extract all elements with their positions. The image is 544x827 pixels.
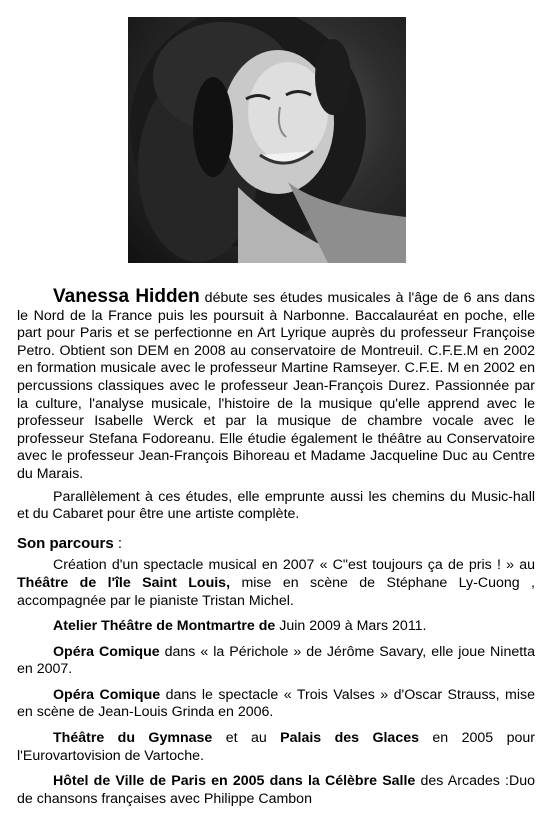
parcours-item-5: Théâtre du Gymnase et au Palais des Glaces en 2005 pour l'Eurovartovision de Vartoche. xyxy=(17,730,535,764)
parcours-item-6: Hôtel de Ville de Paris en 2005 dans la Célèbre Salle des Arcades :Duo de chansons françaises avec Philippe Cambon xyxy=(17,773,535,807)
parcours-item-4: Opéra Comique dans le spectacle « Trois Valses » d'Oscar Strauss, mise en scène de Jean-Louis Grinda en 2006. xyxy=(17,686,535,721)
portrait-photo xyxy=(128,17,406,263)
parcours-item-1: Création d'un spectacle musical en 2007 « C"est toujours ça de pris ! » au Théâtre de l'île Saint Louis, mise en scène de Stéphane Ly-Cuong , accompagnée par le pianiste Tristan Michel. xyxy=(17,557,535,609)
portrait-image xyxy=(128,17,406,263)
parcours-item-3: Opéra Comique dans « la Périchole » de Jérôme Savary, elle joue Ninetta en 2007. xyxy=(17,643,536,678)
bio-paragraph-2: Parallèlement à ces études, elle emprunte aussi les chemins du Music-hall et du Cabaret pour être une artiste complète. xyxy=(17,488,535,523)
artist-name: Vanessa Hidden xyxy=(53,286,200,307)
parcours-heading: Son parcours : xyxy=(17,534,123,552)
parcours-item-2: Atelier Théâtre de Montmartre de Juin 2009 à Mars 2011. xyxy=(53,618,427,635)
bio-paragraph-1: Vanessa Hidden débute ses études musicales à l'âge de 6 ans dans le Nord de la France puis les poursuit à Narbonne. Baccalauréat en poche, elle part pour Paris et se perfectionne en Art Lyrique auprès du professeur Françoise Petro. Obtient son DEM en 2008 au conservatoire de Montreuil. C.F.E.M en 2002 en formation musicale avec le professeur Martine Ramseyer. C.F.E. M en 2002 en percussions classiques avec le professeur Jean-François Durez. Passionnée par la culture, l'analyse musicale, l'histoire de la musique qu'elle apprend avec le professeur Isabelle Werck et par la musique de chambre vocale avec le professeur Stefana Fodoreanu. Elle étudie également le théâtre au Conservatoire avec le professeur Jean-François Bihoreau et Madame Jacqueline Duc au Centre du Marais. xyxy=(17,286,536,482)
biography-text xyxy=(17,288,535,808)
